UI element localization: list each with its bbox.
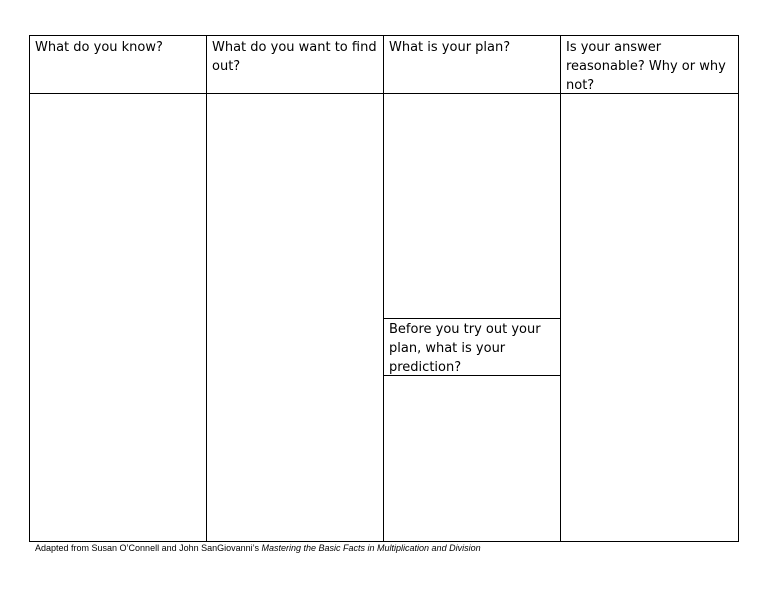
header-is-answer-reasonable: Is your answer reasonable? Why or why not? <box>566 40 726 93</box>
header-what-is-your-plan: What is your plan? <box>389 40 511 55</box>
footer-attribution-text: Adapted from Susan O’Connell and John SanGiovanni’s <box>35 543 262 553</box>
header-what-to-find-out: What do you want to find out? <box>212 40 377 74</box>
worksheet-table <box>29 35 739 542</box>
footer-book-title: Mastering the Basic Facts in Multiplication and Division <box>261 543 481 553</box>
header-what-do-you-know: What do you know? <box>35 40 163 55</box>
answer-area-plan[interactable] <box>384 94 561 318</box>
answer-area-know[interactable] <box>30 94 207 542</box>
answer-area-prediction[interactable] <box>384 376 561 542</box>
answer-area-reasonable[interactable] <box>561 94 739 542</box>
prediction-prompt: Before you try out your plan, what is your prediction? <box>384 318 561 376</box>
answer-area-find-out[interactable] <box>207 94 384 542</box>
footer-attribution <box>35 543 481 554</box>
